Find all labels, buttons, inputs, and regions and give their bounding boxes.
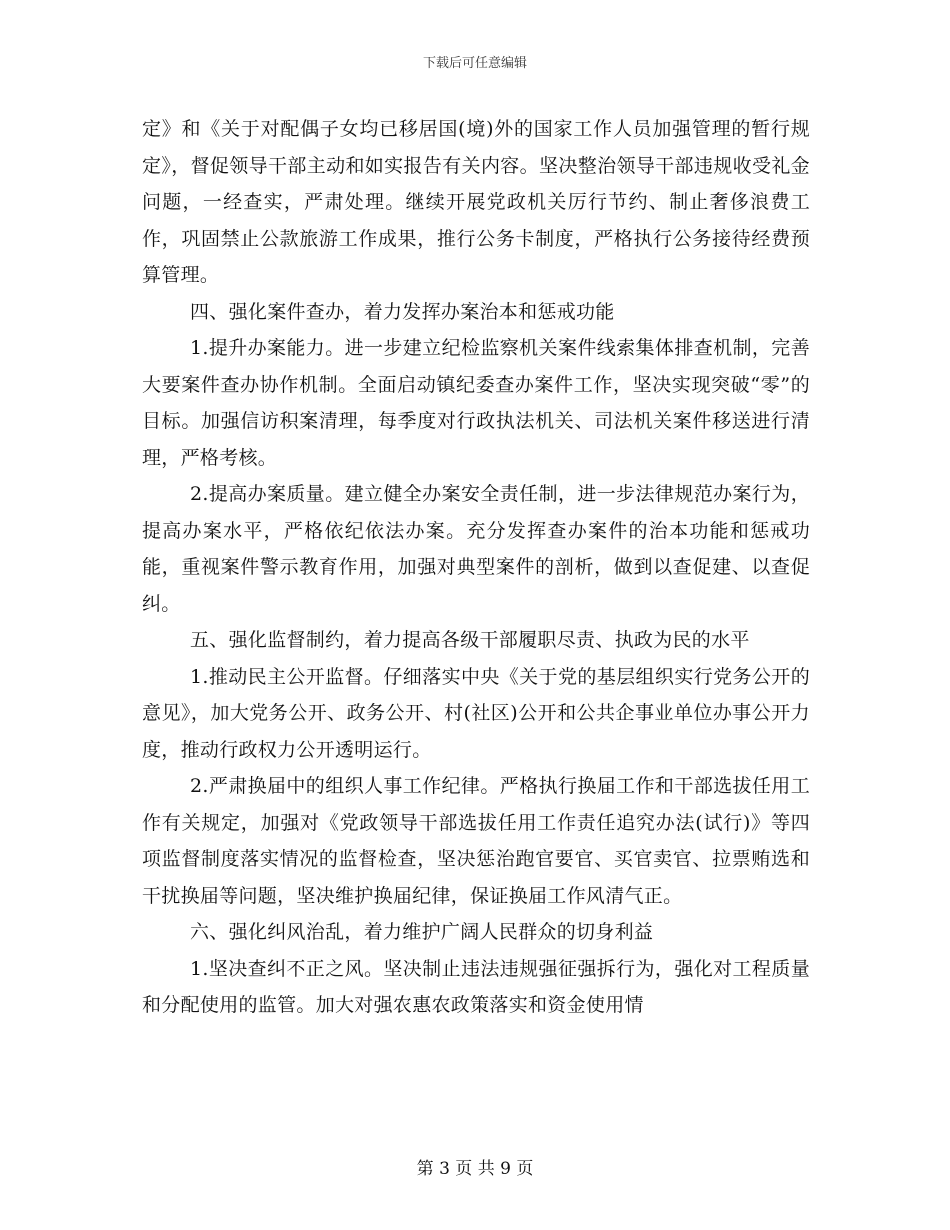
section-heading-6: 六、强化纠风治乱，着力维护广阔人民群众的切身利益 bbox=[190, 921, 654, 943]
paragraph-5-2: 2.严肃换届中的组织人事工作纪律。严格执行换届工作和干部选拔任用工作有关规定，加强对《党政领导干部选拔任用工作责任追究办法(试行)》等四项监督制度落实情况的监督检查，坚决惩治跑官要官、买官卖官、拉票贿选和干扰换届等问题，坚决维护换届纪律，保证换届工作风清气正。 bbox=[142, 775, 810, 907]
paragraph-6-1: 1.坚决查纠不正之风。坚决制止违法违规强征强拆行为，强化对工程质量和分配使用的监管。加大对强农惠农政策落实和资金使用情 bbox=[142, 957, 810, 1016]
document-body bbox=[142, 111, 810, 1024]
paragraph-5-1: 1.推动民主公开监督。仔细落实中央《关于党的基层组织实行党务公开的意见》，加大党务公开、政务公开、村(社区)公开和公共企事业单位办事公开力度，推动行政权力公开透明运行。 bbox=[142, 665, 810, 761]
paragraph-4-2: 2.提高办案质量。建立健全办案安全责任制，进一步法律规范办案行为，提高办案水平，严格依纪依法办案。充分发挥查办案件的治本功能和惩戒功能，重视案件警示教育作用，加强对典型案件的剖析，做到以查促建、以查促纠。 bbox=[142, 483, 810, 615]
section-heading-4: 四、强化案件查办，着力发挥办案治本和惩戒功能 bbox=[190, 300, 615, 323]
paragraph-4-1: 1.提升办案能力。进一步建立纪检监察机关案件线索集体排查机制，完善大要案件查办协作机制。全面启动镇纪委查办案件工作，坚决实现突破“零”的目标。加强信访积案清理，每季度对行政执法机关、司法机关案件移送进行清理，严格考核。 bbox=[142, 337, 810, 469]
page-number: 第 3 页 共 9 页 bbox=[416, 1159, 534, 1179]
page-header: 下载后可任意编辑 bbox=[422, 56, 527, 71]
section-heading-5: 五、强化监督制约，着力提高各级干部履职尽责、执政为民的水平 bbox=[190, 629, 750, 651]
paragraph-1: 定》和《关于对配偶子女均已移居国(境)外的国家工作人员加强管理的暂行规定》，督促领导干部主动和如实报告有关内容。坚决整治领导干部违规收受礼金问题，一经查实，严肃处理。继续开展党政机关厉行节约、制止奢侈浪费工作，巩固禁止公款旅游工作成果，推行公务卡制度，严格执行公务接待经费预算管理。 bbox=[142, 118, 810, 286]
